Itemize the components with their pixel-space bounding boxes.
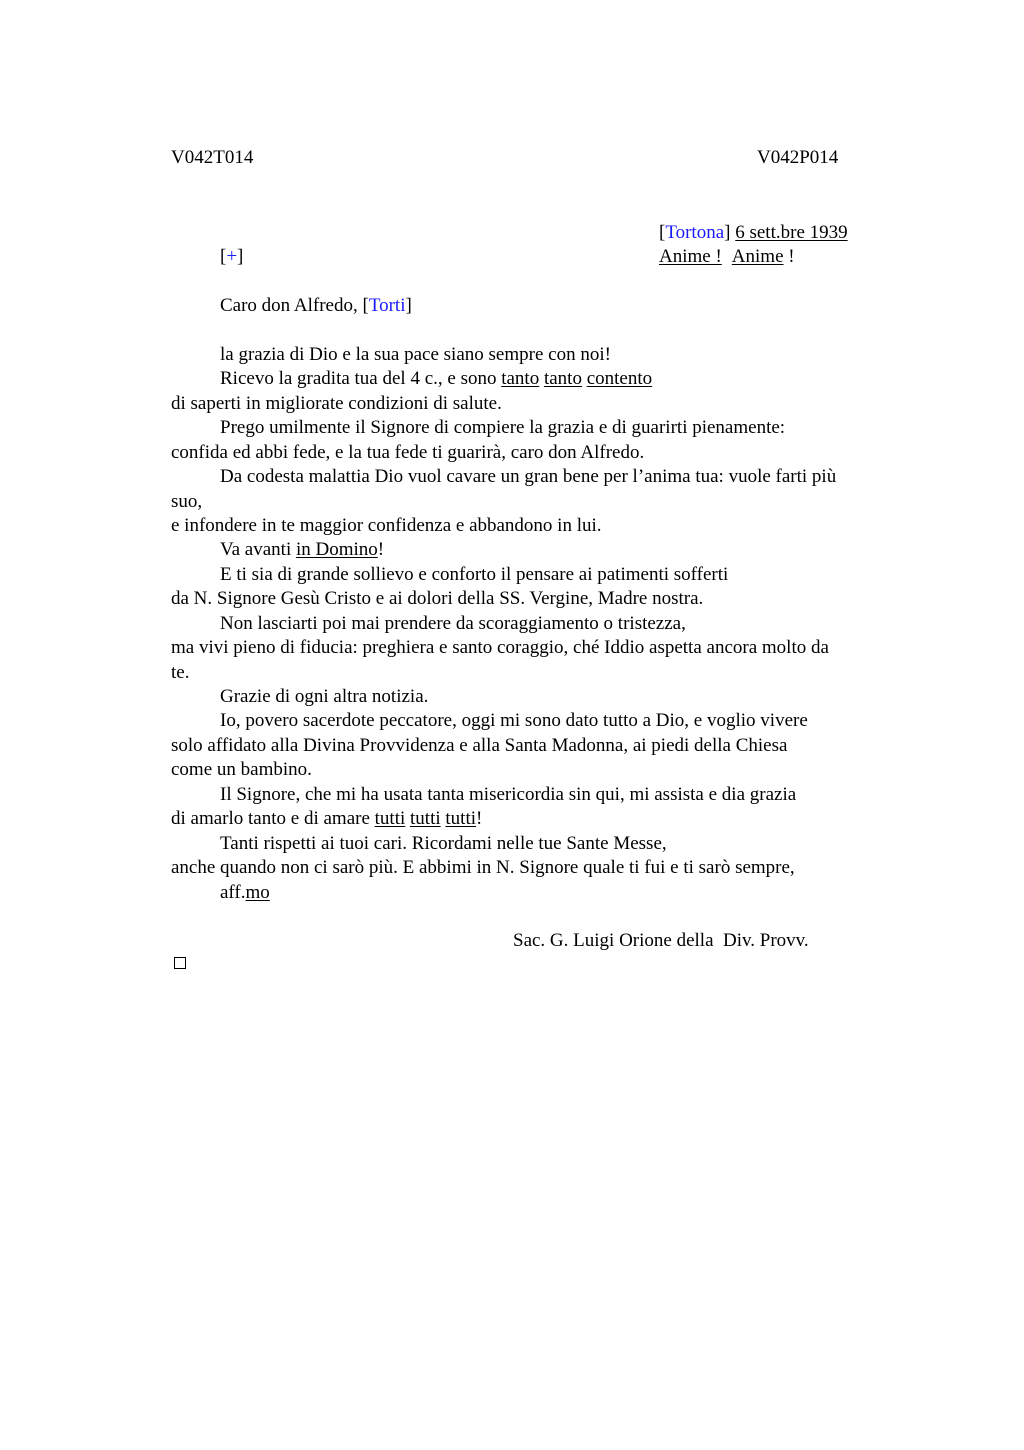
- body-line-18: come un bambino.: [171, 759, 312, 780]
- body-line-21: Tanti rispetti ai tuoi cari. Ricordami nelle tue Sante Messe,: [220, 833, 667, 854]
- body-line-4: Prego umilmente il Signore di compiere la grazia e di guarirti pienamente:: [220, 417, 786, 438]
- cross-bracket-close: ]: [237, 246, 244, 267]
- emphasis-tutti-3: tutti: [445, 808, 477, 829]
- body-line-20-end: !: [476, 808, 483, 829]
- salutation-text: Caro don Alfredo, [: [220, 295, 369, 316]
- place-bracket-open: [: [659, 222, 666, 243]
- closing-aff: aff.: [220, 882, 246, 903]
- body-line-17: solo affidato alla Divina Provvidenza e alla Santa Madonna, ai piedi della Chiesa: [171, 735, 788, 756]
- motto-part-1: Anime !: [659, 246, 722, 267]
- document-code-left: V042T014: [171, 147, 254, 168]
- motto-part-2: Anime: [731, 246, 784, 267]
- body-line-1: la grazia di Dio e la sua pace siano sempre con noi!: [220, 344, 611, 365]
- body-line-15: Grazie di ogni altra notizia.: [220, 686, 429, 707]
- cross-link[interactable]: +: [226, 246, 238, 267]
- body-line-13: ma vivi pieno di fiducia: preghiera e santo coraggio, ché Iddio aspetta ancora molto da: [171, 637, 829, 658]
- signature: Sac. G. Luigi Orione della Div. Provv.: [513, 930, 809, 951]
- salutation-close: ]: [405, 295, 412, 316]
- emphasis-tutti-1: tutti: [374, 808, 406, 829]
- body-line-7: suo,: [171, 491, 203, 512]
- emphasis-in-domino: in Domino: [295, 539, 378, 560]
- salutation: [220, 294, 412, 318]
- emphasis-tanto-2: tanto: [543, 368, 582, 389]
- closing-line: [220, 881, 270, 905]
- body-line-2: [220, 367, 652, 391]
- place-bracket-close: ]: [724, 222, 731, 243]
- cross-bracket-open: [: [220, 246, 227, 267]
- body-line-16: Io, povero sacerdote peccatore, oggi mi sono dato tutto a Dio, e voglio vivere: [220, 710, 808, 731]
- emphasis-tutti-2: tutti: [410, 808, 441, 829]
- emphasis-tanto-1: tanto: [501, 368, 540, 389]
- body-line-10: E ti sia di grande sollievo e conforto il pensare ai patimenti sofferti: [220, 564, 729, 585]
- body-line-9: [220, 538, 384, 562]
- body-line-9-text: Va avanti: [220, 539, 296, 560]
- body-line-22: anche quando non ci sarò più. E abbimi in N. Signore quale ti fui e ti sarò sempre,: [171, 857, 795, 878]
- closing-mo: mo: [245, 882, 270, 903]
- body-line-14: te.: [171, 662, 190, 683]
- body-line-20-text: di amarlo tanto e di amare: [171, 808, 375, 829]
- body-line-19: Il Signore, che mi ha usata tanta misericordia sin qui, mi assista e dia grazia: [220, 784, 797, 805]
- body-line-2-text: Ricevo la gradita tua del 4 c., e sono: [220, 368, 502, 389]
- letter-date: 6 sett.bre 1939: [735, 222, 848, 243]
- emphasis-contento: contento: [586, 368, 653, 389]
- body-line-11: da N. Signore Gesù Cristo e ai dolori della SS. Vergine, Madre nostra.: [171, 588, 704, 609]
- dateline: [659, 221, 848, 245]
- body-line-20: [171, 807, 482, 831]
- recipient-link[interactable]: Torti: [368, 295, 406, 316]
- end-box-icon: [174, 957, 186, 969]
- document-code-right: V042P014: [757, 147, 839, 168]
- motto: [659, 245, 795, 269]
- body-line-8: e infondere in te maggior confidenza e abbandono in lui.: [171, 515, 602, 536]
- cross-mark: [220, 245, 243, 269]
- motto-end: !: [788, 246, 795, 267]
- body-line-12: Non lasciarti poi mai prendere da scoraggiamento o tristezza,: [220, 613, 686, 634]
- place-link[interactable]: Tortona: [665, 222, 725, 243]
- body-line-3: di saperti in migliorate condizioni di salute.: [171, 393, 502, 414]
- body-line-9-end: !: [377, 539, 385, 560]
- body-line-5: confida ed abbi fede, e la tua fede ti guarirà, caro don Alfredo.: [171, 442, 645, 463]
- body-line-6: Da codesta malattia Dio vuol cavare un gran bene per l’anima tua: vuole farti più: [220, 466, 837, 487]
